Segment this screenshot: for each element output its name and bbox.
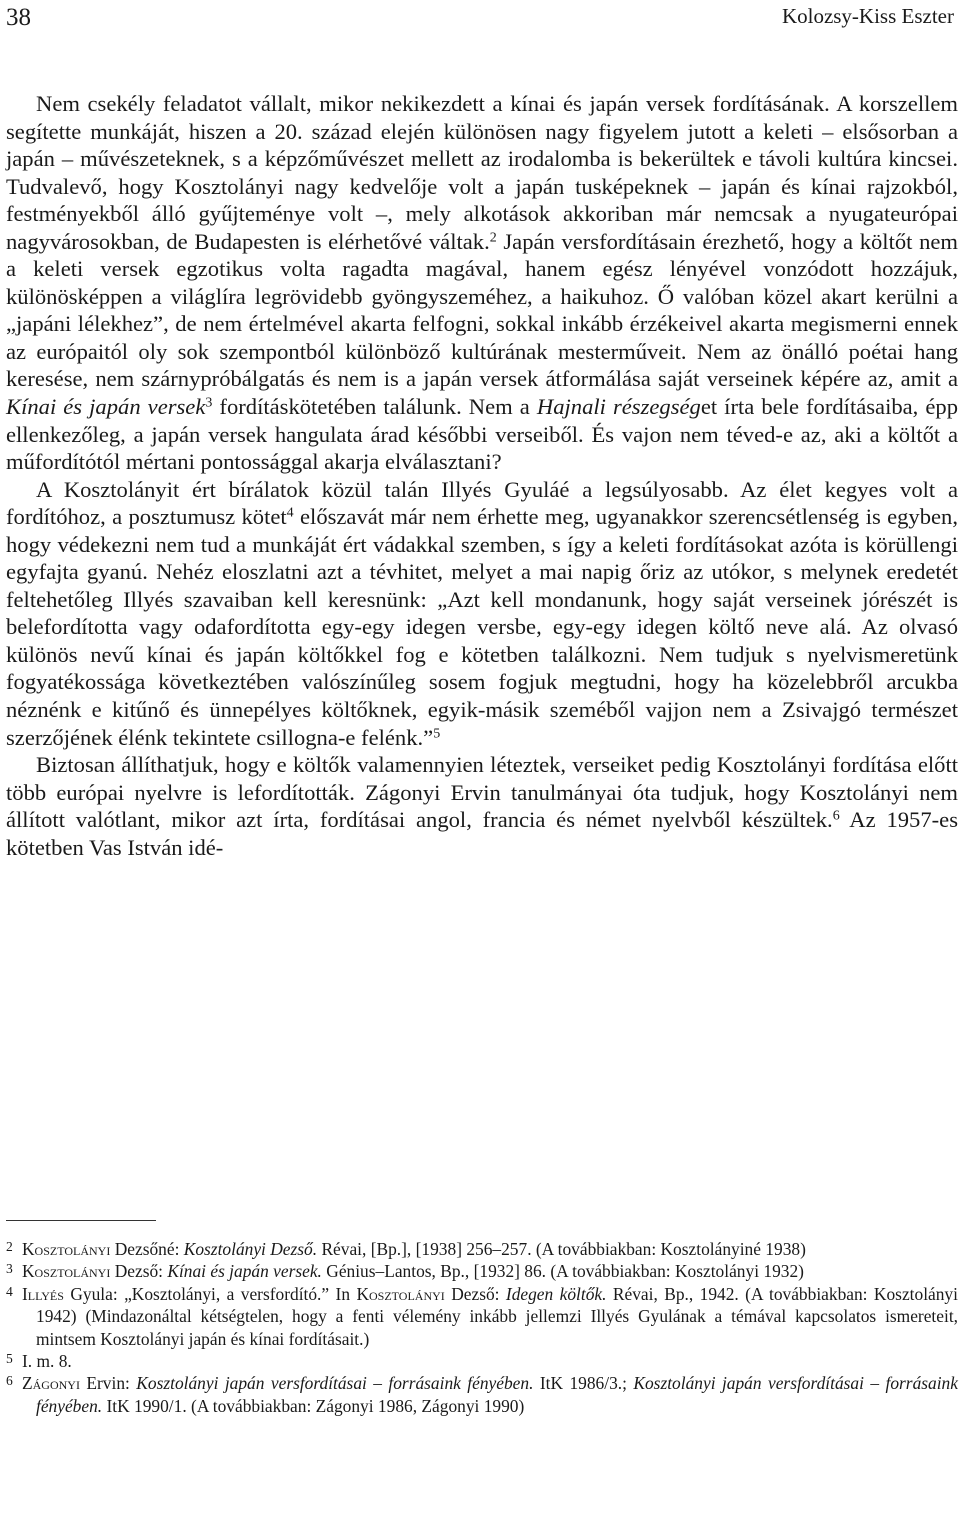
footnote-ref: 3 xyxy=(205,395,213,411)
footnote: 2 Kosztolányi Dezsőné: Kosztolányi Dezső. Révai, [Bp.], [1938] 256–257. (A továbbiakban: Kosztolányiné 1938) xyxy=(6,1238,806,1259)
footnote-ref: 5 xyxy=(433,725,441,741)
text-run: Révai, [Bp.], [1938] 256–257. (A továbbiakban: Kosztolányiné 1938) xyxy=(317,1239,806,1259)
footnote-ref: 2 xyxy=(489,230,497,246)
footnote: 6 Zágonyi Ervin: Kosztolányi japán versfordításai – forrásaink fényében. ItK 1986/3.; Kosztolányi japán versfordításai – forrásaink fényében. ItK 1990/1. (A továbbiakban: Zágonyi 1986, Zágonyi 1990) xyxy=(6,1373,958,1416)
paragraph xyxy=(6,476,958,751)
italic-title: Hajnali részegség xyxy=(536,394,701,420)
italic-title: Kosztolányi japán versfordításai – forrásaink fényében. xyxy=(36,1373,958,1416)
italic-title: Kínai és japán versek xyxy=(6,394,206,420)
footnote: 4 Illyés Gyula: „Kosztolányi, a versfordító.” In Kosztolányi Dezső: Idegen költők. Révai, Bp., 1942. (A továbbiakban: Kosztolányi 1942) (Mindazonáltal kétségtelen, hogy a fenti vélemény inkább jellemzi Illyés Gyulának a témával kapcsolatos ismereteit, mintsem Kosztolányi japán és kínai fordításait.) xyxy=(6,1283,958,1349)
text-run: Ervin: xyxy=(79,1373,137,1394)
footnote-ref: 4 xyxy=(286,505,294,521)
italic-title: Kosztolányi Dezső. xyxy=(183,1239,318,1259)
text-run: I. m. 8. xyxy=(22,1351,72,1372)
footnote-rule xyxy=(6,1220,156,1221)
text-run: Az 1957-es kötetben Vas István idé- xyxy=(6,807,958,860)
page-number: 38 xyxy=(6,4,31,31)
page-header xyxy=(6,4,954,34)
text-run: előszavát már nem érhette meg, ugyanakkor szerencsétlenség is egyben, hogy védekezni nem tud a munkáját ért vádakkal szemben, s így a keleti fordításokat azóta is körüllengi egyfajta gyanú. Nehéz eloszlatni azt a tévhitet, melyet a mai napig őriz az utókor, s melynek eredetét feltehetőleg Illyés szavaiban kell keresnünk: „Azt kell mondanunk, hogy saját verseinek jórészét is belefordította vagy odafordította egy-egy idegen versbe, egy-egy idegen költő neve alá. Az olvasó különös nevű kínai és japán költőkkel fog e kötetben találkozni. Nem tudjuk s nyelvismeretünk fogyatékossága következtében valószínűleg sosem fogjuk megtudni, hogy ha közelebbről arcukba néznénk e kitűnő és ünnepélyes költőknek, egyik-másik szeméből vajjon nem a Zsivajgó természet szerzőjének élénk tekintete csillogna-e felénk.” xyxy=(6,504,958,750)
paragraph xyxy=(6,751,958,861)
text-run: A Kosztolányit ért bírálatok közül talán Illyés Gyuláé a legsúlyosabb. Az élet kegyes volt a fordítóhoz, a posztumusz kötet xyxy=(6,476,958,530)
running-head: Kolozsy-Kiss Eszter xyxy=(781,4,954,28)
text-run: Révai, Bp., 1942. (A továbbiakban: Kosztolányi 1942) (Mindazonáltal kétségtelen, hogy a fenti vélemény inkább jellemzi Illyés Gyulának a témával kapcsolatos ismereteit, mintsem Kosztolányi japán és kínai fordításait.) xyxy=(36,1283,958,1349)
author-name: Kosztolányi xyxy=(22,1261,111,1282)
text-run: Dezső: xyxy=(444,1283,506,1304)
text-run: et írta bele fordításaiba, épp ellenkezőleg, a japán versek hangulata árad későbbi verseiből. És vajon nem téved-e az, aki a költőt a műfordítótól mértani pontossággal akarja elválasztani? xyxy=(6,394,959,475)
text-run: ItK 1986/3.; xyxy=(533,1373,634,1394)
text-run: Nem csekély feladatot vállalt, mikor nekikezdett a kínai és japán versek fordításának. A korszellem segítette munkáját, hiszen a 20. század elején különösen nagy figyelem jutott a keleti – elsősorban a japán – művészeteknek, s a képzőművészet mellett az irodalomba is bekerültek e távoli kultúra kincsei. Tudvalevő, hogy Kosztolányi nagy kedvelője volt a japán tusképeknek – japán és kínai rajzokból, festményekből álló gyűjteménye volt –, mely alkotások akkoriban már nemcsak a nyugateurópai nagyvárosokban, de Budapesten is elérhetővé váltak. xyxy=(6,91,958,254)
text-run: Dezsőné: xyxy=(110,1239,184,1259)
footnote-ref: 6 xyxy=(832,808,840,824)
text-run: ItK 1990/1. (A továbbiakban: Zágonyi 1986, Zágonyi 1990) xyxy=(102,1395,525,1416)
text-run: Gyula: „Kosztolányi, a versfordító.” In xyxy=(63,1283,357,1304)
text-run: fordításkötetében találunk. Nem a xyxy=(212,394,537,420)
text-run: Génius–Lantos, Bp., [1932] 86. (A továbbiakban: Kosztolányi 1932) xyxy=(321,1261,804,1282)
italic-title: Idegen költők. xyxy=(505,1283,607,1304)
text-run: Dezső: xyxy=(110,1261,168,1282)
author-name: Kosztolányi xyxy=(356,1283,445,1304)
footnote: 3 Kosztolányi Dezső: Kínai és japán versek. Génius–Lantos, Bp., [1932] 86. (A továbbiakban: Kosztolányi 1932) xyxy=(6,1261,804,1282)
body-text xyxy=(6,90,958,861)
author-name: Illyés xyxy=(22,1283,64,1304)
paragraph xyxy=(6,90,958,476)
italic-title: Kosztolányi japán versfordításai – forrásaink fényében. xyxy=(136,1373,534,1394)
text-run: Japán versfordításain érezhető, hogy a költőt nem a keleti versek egzotikus volta ragadta magával, hanem egész lényével vonzódott hozzájuk, különösképpen a világlíra legrövidebb gyöngyszeméhez, a haikuhoz. Ő valóban közel akart kerülni a „japáni lélekhez”, de nem értelmével akarta felfogni, sokkal inkább érzékeivel akarta megismerni ennek az európaitól oly sok szempontból különböző kultúrának mesterműveit. Nem az önálló poétai hang keresése, nem szárnypróbálgatás és nem is a japán versek átformálása saját verseinek képére az, amit a xyxy=(6,228,958,392)
footnotes xyxy=(6,1238,958,1417)
italic-title: Kínai és japán versek. xyxy=(167,1261,322,1282)
author-name: Zágonyi xyxy=(22,1373,80,1394)
footnote: 5 I. m. 8. xyxy=(6,1350,72,1372)
text-run: Biztosan állíthatjuk, hogy e költők valamennyien léteztek, verseiket pedig Kosztolányi fordítása előtt több európai nyelvre is lefordították. Zágonyi Ervin tanulmányai óta tudjuk, hogy Kosztolányi nem állított valótlant, mikor azt írta, fordításai angol, francia és német nyelvből készültek. xyxy=(6,752,958,833)
author-name: Kosztolányi xyxy=(22,1239,111,1259)
